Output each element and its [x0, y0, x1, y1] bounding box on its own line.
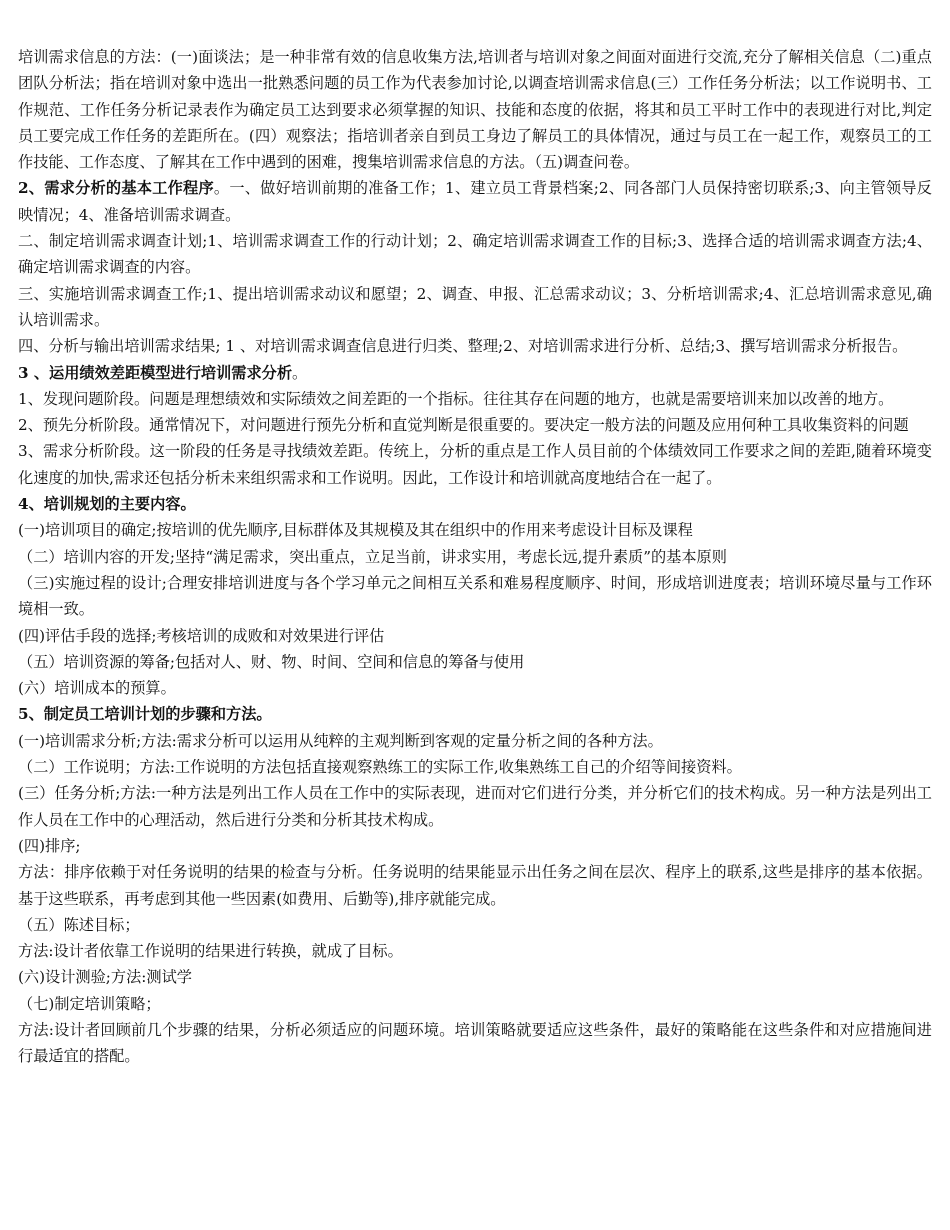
paragraph-plan-6	[18, 675, 932, 701]
paragraph-step-test-design	[18, 964, 932, 990]
section-heading: 2、需求分析的基本工作程序	[18, 179, 214, 198]
paragraph-methods	[18, 44, 932, 175]
paragraph-text: （七)制定培训策略；	[18, 994, 161, 1013]
paragraph-plan-4	[18, 623, 932, 649]
paragraph-text: 方法:设计者依靠工作说明的结果进行转换，就成了目标。	[18, 942, 403, 961]
paragraph-text: 。一、做好培训前期的准备工作；1、建立员工背景档案;2、同各部门人员保持密切联系;3、向主管领导反映情况；4、准备培训需求调查。	[18, 179, 932, 224]
paragraph-section-2	[18, 175, 932, 228]
section-heading: 5、制定员工培训计划的步骤和方法。	[18, 705, 272, 724]
paragraph-phase-3	[18, 438, 932, 491]
paragraph-text: (六)设计测验;方法:测试学	[18, 968, 192, 987]
paragraph-strategy-method	[18, 1017, 932, 1070]
paragraph-text: （五）培训资源的筹备;包括对人、财、物、时间、空间和信息的筹备与使用	[18, 652, 525, 671]
paragraph-text: 2、预先分析阶段。通常情况下，对问题进行预先分析和直觉判断是很重要的。要决定一般方法的问题及应用何种工具收集资料的问题	[18, 416, 909, 435]
paragraph-step-4	[18, 333, 932, 359]
paragraph-text: (一)培训需求分析;方法:需求分析可以运用从纯粹的主观判断到客观的定量分析之间的各种方法。	[18, 731, 663, 750]
paragraph-text: （二）培训内容的开发;坚持“满足需求，突出重点，立足当前，讲求实用，考虑长远,提升素质”的基本原则	[18, 547, 727, 566]
paragraph-text: 三、实施培训需求调查工作;1、提出培训需求动议和愿望；2、调查、申报、汇总需求动议；3、分析培训需求;4、汇总培训需求意见,确认培训需求。	[18, 284, 932, 329]
paragraph-text: 方法：排序依赖于对任务说明的结果的检查与分析。任务说明的结果能显示出任务之间在层次、程序上的联系,这些是排序的基本依据。基于这些联系，再考虑到其他一些因素(如费用、后勤等),排序就能完成。	[18, 863, 932, 908]
section-heading: 4、培训规划的主要内容。	[18, 495, 196, 514]
paragraph-step-2	[18, 228, 932, 281]
paragraph-step-analysis	[18, 728, 932, 754]
paragraph-section-4	[18, 491, 932, 517]
paragraph-text: 1、发现问题阶段。问题是理想绩效和实际绩效之间差距的一个指标。往往其存在问题的地方，也就是需要培训来加以改善的地方。	[18, 389, 894, 408]
paragraph-objectives-method	[18, 938, 932, 964]
paragraph-step-job-description	[18, 754, 932, 780]
paragraph-ordering-method	[18, 859, 932, 912]
paragraph-phase-1	[18, 386, 932, 412]
paragraph-step-objectives	[18, 912, 932, 938]
paragraph-text: (四)排序;	[18, 836, 81, 855]
paragraph-text: 3、需求分析阶段。这一阶段的任务是寻找绩效差距。传统上，分析的重点是工作人员目前的个体绩效同工作要求之间的差距,随着环境变化速度的加快,需求还包括分析未来组织需求和工作说明。因此，工作设计和培训就高度地结合在一起了。	[18, 442, 932, 487]
paragraph-text: 。	[292, 363, 308, 382]
paragraph-text: (三）任务分析;方法:一种方法是列出工作人员在工作中的实际表现，进而对它们进行分类，并分析它们的技术构成。另一种方法是列出工作人员在工作中的心理活动，然后进行分类和分析其技术构成。	[18, 784, 932, 829]
paragraph-step-3	[18, 281, 932, 334]
paragraph-text: 四、分析与输出培训需求结果; 1 、对培训需求调查信息进行归类、整理;2、对培训需求进行分析、总结;3、撰写培训需求分析报告。	[18, 337, 908, 356]
paragraph-text: 二、制定培训需求调查计划;1、培训需求调查工作的行动计划；2、确定培训需求调查工作的目标;3、选择合适的培训需求调查方法;4、确定培训需求调查的内容。	[18, 232, 932, 277]
paragraph-text: （三)实施过程的设计;合理安排培训进度与各个学习单元之间相互关系和难易程度顺序、时间，形成培训进度表；培训环境尽量与工作环境相一致。	[18, 573, 932, 619]
paragraph-step-ordering	[18, 833, 932, 859]
paragraph-step-strategy	[18, 991, 932, 1017]
paragraph-plan-1	[18, 517, 932, 543]
paragraph-text: (一)培训项目的确定;按培训的优先顺序,目标群体及其规模及其在组织中的作用来考虑设计目标及课程	[18, 521, 693, 540]
section-heading: 3 、运用绩效差距模型进行培训需求分析	[18, 363, 293, 382]
paragraph-section-3	[18, 360, 932, 386]
paragraph-plan-5	[18, 649, 932, 675]
paragraph-text: 方法:设计者回顾前几个步骤的结果，分析必须适应的问题环境。培训策略就要适应这些条件，最好的策略能在这些条件和对应措施间进行最适宜的搭配。	[18, 1020, 932, 1066]
paragraph-phase-2	[18, 412, 932, 438]
paragraph-text: 培训需求信息的方法：(一)面谈法；是一种非常有效的信息收集方法,培训者与培训对象之间面对面进行交流,充分了解相关信息（二)重点团队分析法；指在培训对象中选出一批熟悉问题的员工作为代表参加讨论,以调查培训需求信息(三）工作任务分析法；以工作说明书、工作规范、工作任务分析记录表作为确定员工达到要求必须掌握的知识、技能和态度的依据，将其和员工平时工作中的表现进行对比,判定员工要完成工作任务的差距所在。(四）观察法；指培训者亲自到员工身边了解员工的具体情况，通过与员工在一起工作，观察员工的工作技能、工作态度、了解其在工作中遇到的困难，搜集培训需求信息的方法。（五)调查问卷。	[18, 48, 932, 172]
paragraph-step-task-analysis	[18, 780, 932, 833]
paragraph-text: (六）培训成本的预算。	[18, 679, 176, 698]
paragraph-text: （五）陈述目标；	[18, 915, 140, 934]
paragraph-section-5	[18, 701, 932, 727]
paragraph-plan-2	[18, 544, 932, 570]
paragraph-text: （二）工作说明；方法:工作说明的方法包括直接观察熟练工的实际工作,收集熟练工自己的介绍等间接资料。	[18, 758, 742, 777]
paragraph-text: (四)评估手段的选择;考核培训的成败和对效果进行评估	[18, 626, 385, 645]
paragraph-plan-3	[18, 570, 932, 623]
